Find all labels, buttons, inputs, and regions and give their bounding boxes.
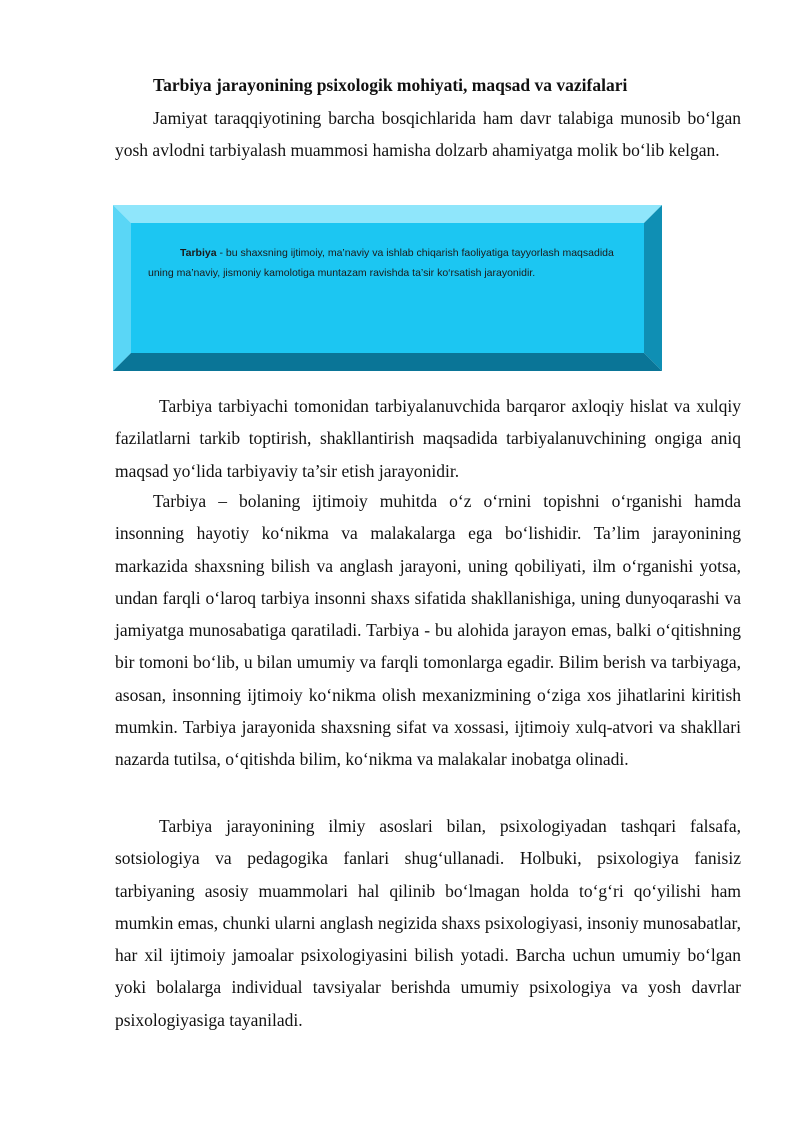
bevel-bottom: [113, 353, 662, 371]
paragraph-tarbiya-essence: Tarbiya – bolaning ijtimoiy muhitda o‘z o‘rnini topishni o‘rganishi hamda insonning hayotiy ko‘nikma va malakalarga ega bo‘lishidir. Ta’lim jarayonining markazida shaxsning bilish va anglash jarayoni, uning qobiliyati, ilm o‘rganishi yotsa, undan farqli o‘laroq tarbiya insonni shaxs sifatida shakllanishiga, uning dunyoqarashi va jamiyatga munosabatiga qaratiladi. Tarbiya - bu alohida jarayon emas, balki o‘qitishning bir tomoni bo‘lib, u bilan umumiy va farqli tomonlarga egadir. Bilim berish va tarbiyaga, asosan, insonning ijtimoiy ko‘nikma olish mexanizmining o‘ziga xos jihatlarini kiritish mumkin. Tarbiya jarayonida shaxsning sifat va xossasi, ijtimoiy xulq-atvori va shakllari nazarda tutilsa, o‘qitishda bilim, ko‘nikma va malakalar inobatga olinadi.: [115, 491, 741, 770]
paragraph-scientific-basis: Tarbiya jarayonining ilmiy asoslari bilan, psixologiyadan tashqari falsafa, sotsiologiya va pedagogika fanlari shug‘ullanadi. Holbuki, psixologiya fanisiz tarbiyaning asosiy muammolari hal qilinib bo‘lmagan holda to‘g‘ri qo‘yilishi ham mumkin emas, chunki ularni anglash negizida shaxs psixologiyasi, insoniy munosabatlar, har xil ijtimoiy jamoalar psixologiyasini bilish yotadi. Barcha uchun umumiy bo‘lgan yoki bolalarga individual tavsiyalar berishda umumiy psixologiya va yosh davrlar psixologiyasiga tayaniladi.: [115, 816, 741, 1030]
bevel-right: [644, 205, 662, 371]
bevel-left: [113, 205, 131, 371]
paragraph-intro: Jamiyat taraqqiyotining barcha bosqichlarida ham davr talabiga munosib bo‘lgan yosh avlodni tarbiyalash muammosi hamisha dolzarb ahamiyatga molik bo‘lib kelgan.: [115, 108, 741, 161]
paragraph-definition: Tarbiya tarbiyachi tomonidan tarbiyalanuvchida barqaror axloqiy hislat va xulqiy fazilatlarni tarkib toptirish, shakllantirish maqsadida tarbiyalanuvchining ongiga aniq maqsad yo‘lida tarbiyaviy ta’sir etish jarayonidir.: [115, 396, 741, 481]
definition-body: - bu shaxsning ijtimoiy, ma’naviy va ishlab chiqarish faoliyatiga tayyorlash maqsadida uning ma’naviy, jismoniy kamolotiga muntazam ravishda ta’sir ko‘rsatish jarayonidir.: [148, 247, 614, 279]
bevel-top: [113, 205, 662, 223]
definition-box-bevel: [113, 205, 662, 371]
definition-term: Tarbiya: [180, 247, 217, 259]
definition-box: [113, 205, 662, 371]
definition-text: [148, 243, 628, 283]
page-title: Tarbiya jarayonining psixologik mohiyati, maqsad va vazifalari: [153, 75, 628, 95]
